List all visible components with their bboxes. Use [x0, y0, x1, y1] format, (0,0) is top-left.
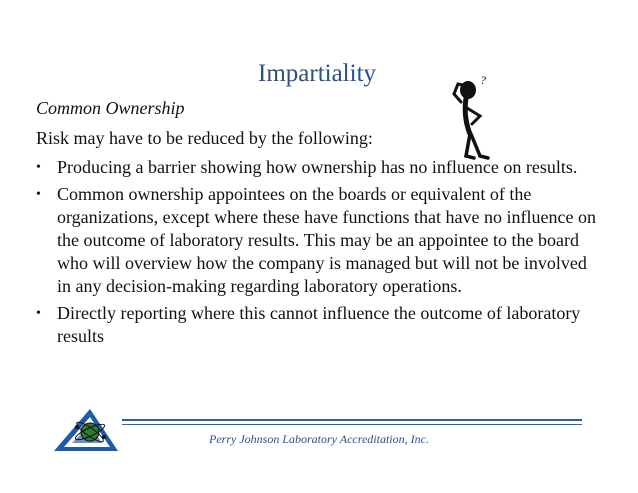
footer-company-name: Perry Johnson Laboratory Accreditation, Inc. — [209, 432, 429, 446]
bullet-marker: • — [36, 306, 41, 321]
bullet-marker: • — [36, 160, 41, 175]
slide-title: Impartiality — [258, 60, 377, 87]
bullet-text: Common ownership appointees on the boards or equivalent of the organizations, except where these have functions that have no influence on the outcome of laboratory results. This may be an appointee to the board who will overview how the company is managed but will not be involved in any decision-making regarding laboratory operations. — [57, 184, 596, 296]
intro-text: Risk may have to be reduced by the following: — [36, 128, 373, 148]
bullet-marker: • — [36, 187, 41, 202]
bullet-item — [36, 183, 596, 298]
section-subtitle: Common Ownership — [36, 98, 185, 118]
bullet-list — [36, 156, 596, 352]
bullet-text: Producing a barrier showing how ownership has no influence on results. — [57, 157, 578, 177]
bullet-text: Directly reporting where this cannot influence the outcome of laboratory results — [57, 303, 581, 346]
bullet-item — [36, 156, 596, 179]
bullet-item — [36, 302, 596, 348]
question-mark: ? — [480, 73, 486, 87]
thinking-stick-figure-icon — [444, 72, 504, 164]
pjla-logo-icon — [50, 405, 122, 455]
footer-divider — [122, 419, 582, 429]
